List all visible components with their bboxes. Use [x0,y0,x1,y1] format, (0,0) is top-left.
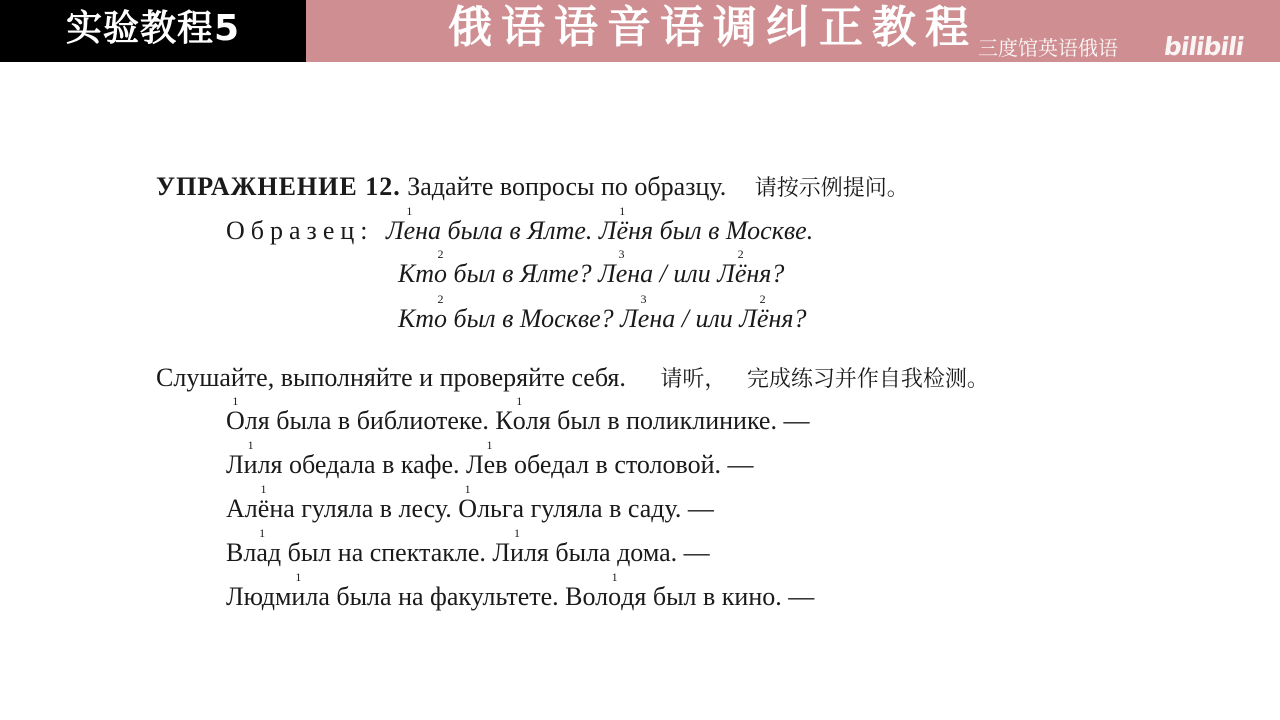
stressed-vowel: 1 е [404,216,416,246]
listen-heading [156,363,989,395]
sample-line [398,304,806,334]
text-segment: на гуляла в лесу. [269,494,459,523]
stressed-vowel: 1 о [513,406,526,436]
text-segment: ня был в Москве. [628,216,814,245]
text-segment: ля была дома. — [523,538,710,567]
stressed-vowel: 1 о [608,582,621,612]
text-segment: Людм [226,582,292,611]
channel-watermark: 三度馆英语俄语 [978,36,1118,60]
listen-instruction: Слушайте, выполняйте и проверяйте себя. [156,363,626,392]
stressed-vowel: 1 О [226,406,245,436]
stressed-vowel: 1 и [291,582,305,612]
text-segment: на была в Ялте. Л [415,216,617,245]
text-segment: ня? [746,259,785,288]
text-segment: Л [386,216,404,245]
listen-instruction-zh-2: 完成练习并作自我检测。 [746,367,989,392]
stressed-vowel: 2 о [434,304,447,334]
stressed-vowel: 1 ё [617,216,629,246]
stressed-vowel: 2 ё [735,259,747,289]
stressed-vowel: 1 е [484,450,496,480]
course-title: 俄语语音语调纠正教程 [448,2,978,53]
sample-line [398,259,784,289]
stressed-vowel: 2 о [434,259,447,289]
practice-line [226,538,710,568]
lesson-title: 实验教程5 [66,8,241,49]
text-segment: Кт [398,259,435,288]
practice-line [226,582,814,612]
exercise-heading [156,172,909,204]
header-left-bar [0,0,306,62]
exercise-instruction: Задайте вопросы по образцу. [407,172,727,201]
text-segment: Кт [398,304,435,333]
stressed-vowel: 1 ё [258,494,270,524]
text-segment: дя был в кино. — [621,582,815,611]
text-segment: был в Ялте? Л [447,259,616,288]
listen-instruction-zh-1: 请听， [660,367,727,392]
text-segment: ла была на факультете. Вол [305,582,609,611]
text-segment: на / или Л [649,304,757,333]
stressed-vowel: 2 ё [757,304,769,334]
stressed-vowel: 3 е [616,259,628,289]
stressed-vowel: 1 и [510,538,524,568]
text-segment: Л [226,450,244,479]
text-segment: был в Москве? Л [447,304,638,333]
practice-line [226,450,754,480]
text-segment: ля был в поликлинике. — [525,406,810,435]
text-segment: ня? [768,304,807,333]
text-segment: Вл [226,538,257,567]
stressed-vowel: 1 О [458,494,477,524]
header-right-bar [306,0,1280,62]
text-segment: д был на спектакле. Л [267,538,511,567]
stressed-vowel: 3 е [638,304,650,334]
text-segment: на / или Л [627,259,735,288]
text-segment: Ал [226,494,258,523]
text-segment: в обедал в столовой. — [495,450,754,479]
sample-line [386,216,813,245]
exercise-label: УПРАЖНЕНИЕ 12. [156,172,401,201]
practice-line [226,494,714,524]
bilibili-logo: bilibili [1162,32,1246,61]
practice-line [226,406,809,436]
stressed-vowel: 1 а [256,538,268,568]
sample-label: Образец: [226,216,374,245]
text-segment: ля была в библиотеке. К [244,406,513,435]
sample-row [226,216,813,246]
stressed-vowel: 1 и [244,450,258,480]
text-segment: ля обедала в кафе. Л [257,450,484,479]
text-segment: льга гуляла в саду. — [477,494,714,523]
exercise-instruction-zh: 请按示例提问。 [754,176,909,201]
